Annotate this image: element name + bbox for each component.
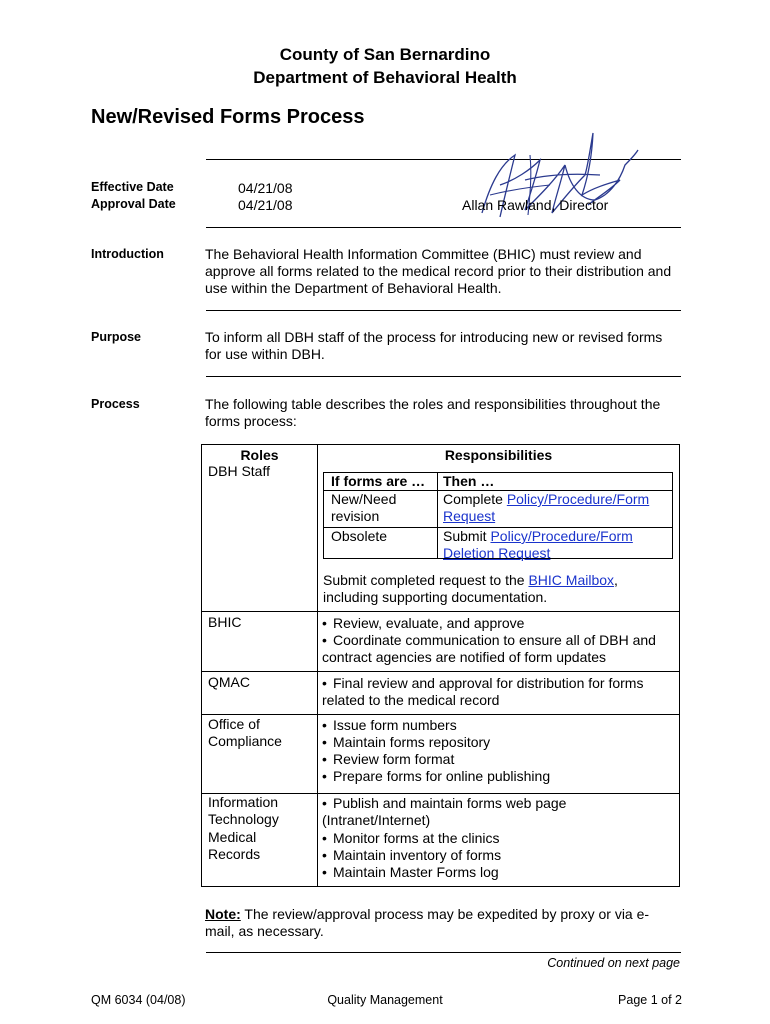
list-item: • Review form format <box>322 751 455 767</box>
column-divider <box>437 473 438 558</box>
form-number: QM 6034 (04/08) <box>91 993 186 1007</box>
department-name: Department of Behavioral Health <box>253 68 517 87</box>
effective-date-value: 04/21/08 <box>238 180 293 196</box>
row-divider <box>202 671 679 672</box>
list-item: • Final review and approval for distribution for forms related to the medical record <box>322 675 644 708</box>
page-title: New/Revised Forms Process <box>91 106 365 128</box>
list-item: • Review, evaluate, and approve <box>322 615 525 631</box>
page-number: Page 1 of 2 <box>618 993 682 1007</box>
role-dbh-staff: DBH Staff <box>208 463 270 479</box>
column-divider <box>317 445 318 886</box>
list-item: • Maintain Master Forms log <box>322 864 499 880</box>
role-bhic: BHIC <box>208 614 242 630</box>
role-information-technology: Information Technology <box>208 794 279 827</box>
divider <box>206 952 681 953</box>
form-request-link[interactable]: Policy/Procedure/Form Request <box>443 491 650 524</box>
role-medical-records: Medical Records <box>208 829 261 862</box>
introduction-text: The Behavioral Health Information Committee (BHIC) must review and approve all forms related to the medical record prior to their distribution and use within the Department of Behavioral Health. <box>205 246 672 296</box>
note: Note: The review/approval process may be expedited by proxy or via e-mail, as necessary. <box>205 906 650 939</box>
purpose-text: To inform all DBH staff of the process for introducing new or revised forms for use within DBH. <box>205 329 663 362</box>
note-label: Note: <box>205 906 241 922</box>
bhic-mailbox-link[interactable]: BHIC Mailbox <box>528 572 615 588</box>
divider <box>206 310 681 311</box>
then-submit-deletion: Submit Policy/Procedure/Form Deletion Request <box>443 528 633 561</box>
dbh-staff-submit-text: Submit completed request to the BHIC Mailbox, including supporting documentation. <box>323 572 618 605</box>
divider <box>206 376 681 377</box>
row-divider <box>202 714 679 715</box>
form-deletion-request-link[interactable]: Policy/Procedure/Form Deletion Request <box>443 528 633 561</box>
row-divider <box>202 611 679 612</box>
approval-date-label: Approval Date <box>91 197 176 211</box>
effective-date-label: Effective Date <box>91 180 174 194</box>
list-item: • Issue form numbers <box>322 717 457 733</box>
footer-department: Quality Management <box>327 993 443 1007</box>
then-header: Then … <box>443 473 495 489</box>
approval-date-value: 04/21/08 <box>238 197 293 213</box>
process-label: Process <box>91 397 140 411</box>
list-item: • Publish and maintain forms web page (Intranet/Internet) <box>322 795 567 828</box>
responsibilities-header: Responsibilities <box>444 447 553 463</box>
introduction-label: Introduction <box>91 247 164 261</box>
role-qmac: QMAC <box>208 674 250 690</box>
role-office-of-compliance: Office of Compliance <box>208 716 282 749</box>
if-new-need-revision: New/Need revision <box>331 491 397 524</box>
if-then-table <box>323 472 673 559</box>
if-obsolete: Obsolete <box>331 528 388 544</box>
list-item: • Coordinate communication to ensure all of DBH and contract agencies are notified of form updates <box>322 632 656 665</box>
if-header: If forms are … <box>331 473 426 489</box>
divider <box>206 227 681 228</box>
purpose-label: Purpose <box>91 330 142 344</box>
then-complete-request: Complete Policy/Procedure/Form Request <box>443 491 650 524</box>
list-item: • Monitor forms at the clinics <box>322 830 500 846</box>
roles-header: Roles <box>240 447 279 463</box>
approver-name: Allan Rawland, Director <box>462 197 609 213</box>
list-item: • Maintain inventory of forms <box>322 847 502 863</box>
list-item: • Maintain forms repository <box>322 734 491 750</box>
continued-note: Continued on next page <box>547 956 680 970</box>
org-name: County of San Bernardino <box>279 45 491 64</box>
list-item: • Prepare forms for online publishing <box>322 768 551 784</box>
process-text: The following table describes the roles and responsibilities throughout the forms process: <box>205 396 661 429</box>
